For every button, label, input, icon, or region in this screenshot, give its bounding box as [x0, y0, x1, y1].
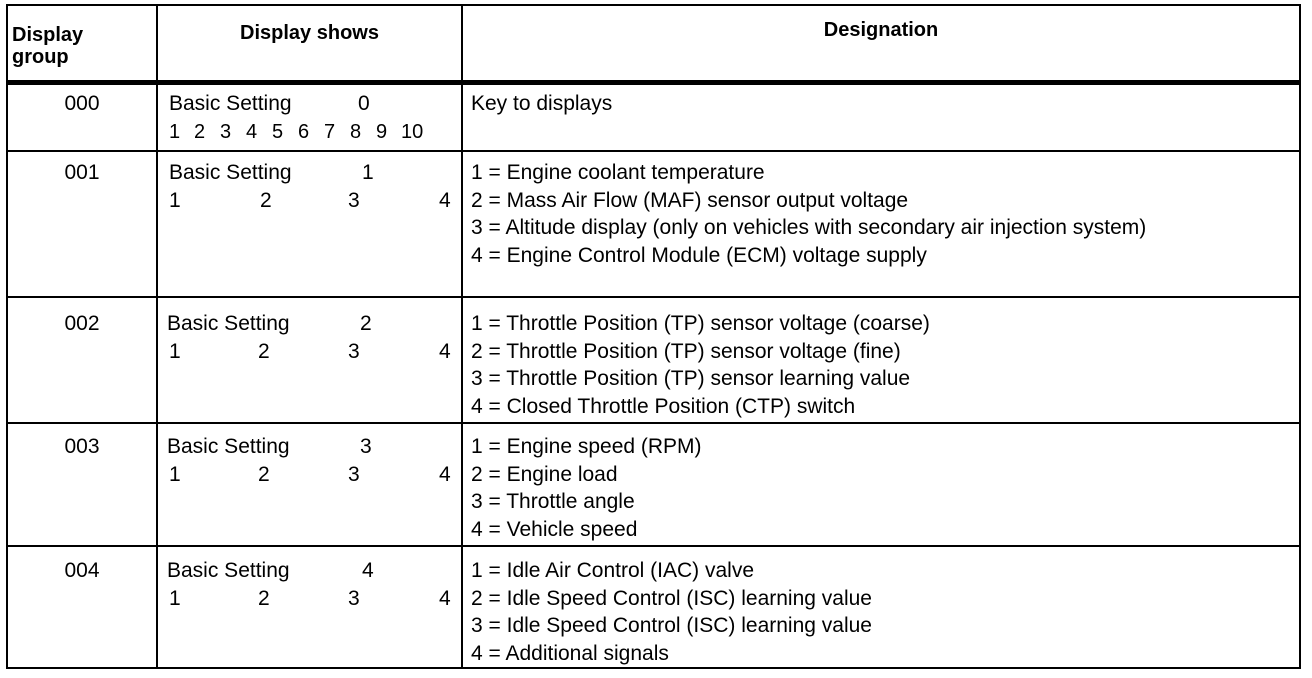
- designation-line: Key to displays: [471, 92, 613, 115]
- field-number: 6: [298, 121, 310, 143]
- designation-line: 2 = Mass Air Flow (MAF) sensor output voltage: [471, 188, 909, 212]
- designation-line: 3 = Idle Speed Control (ISC) learning value: [471, 614, 872, 638]
- designation-line: 1 = Engine speed (RPM): [471, 435, 702, 458]
- header-designation: Designation: [823, 19, 939, 41]
- field-number: 3: [348, 463, 360, 486]
- row-divider: [6, 296, 1301, 298]
- designation-line: 3 = Altitude display (only on vehicles with secondary air injection system): [471, 216, 1147, 240]
- designation-line: 1 = Engine coolant temperature: [471, 161, 765, 184]
- designation-line: 2 = Engine load: [471, 462, 618, 486]
- designation-line: 3 = Throttle angle: [471, 490, 635, 514]
- designation-line: 4 = Engine Control Module (ECM) voltage supply: [471, 243, 927, 267]
- column-divider: [156, 4, 158, 669]
- display-group-table: [6, 4, 1301, 669]
- group-number: 003: [64, 435, 100, 458]
- designation-list: [471, 159, 1286, 269]
- table-right-border: [1299, 4, 1301, 669]
- row-divider: [6, 422, 1301, 424]
- designation-line: 3 = Throttle Position (TP) sensor learning value: [471, 367, 911, 391]
- field-number: 5: [272, 121, 284, 143]
- field-number: 3: [348, 587, 360, 610]
- field-number: 4: [246, 121, 258, 143]
- group-number: 004: [64, 559, 100, 582]
- basic-setting-label: Basic Setting: [169, 92, 292, 115]
- header-display-shows: Display shows: [240, 22, 379, 44]
- field-number: 4: [439, 189, 451, 212]
- column-divider: [461, 4, 463, 669]
- field-number: 7: [324, 121, 336, 143]
- field-number: 4: [439, 587, 451, 610]
- field-number: 8: [350, 121, 362, 143]
- designation-line: 2 = Throttle Position (TP) sensor voltage (fine): [471, 339, 901, 363]
- designation-line: 4 = Closed Throttle Position (CTP) switch: [471, 394, 856, 418]
- table-top-border: [6, 4, 1301, 6]
- group-number: 000: [64, 92, 100, 115]
- basic-setting-label: Basic Setting: [167, 312, 290, 335]
- field-number: 2: [258, 587, 270, 610]
- header-display-group: Display group: [12, 24, 84, 68]
- group-number: 001: [64, 161, 100, 184]
- basic-setting-label: Basic Setting: [167, 559, 290, 582]
- field-number: 1: [169, 340, 181, 363]
- setting-number: 1: [362, 161, 374, 184]
- field-number: 2: [194, 121, 206, 143]
- group-number: 002: [64, 312, 100, 335]
- designation-line: 2 = Idle Speed Control (ISC) learning value: [471, 586, 872, 610]
- basic-setting-label: Basic Setting: [167, 435, 290, 458]
- designation-line: 4 = Vehicle speed: [471, 517, 638, 541]
- designation-list: [471, 433, 1286, 543]
- field-number: 2: [260, 189, 272, 212]
- row-divider: [6, 150, 1301, 152]
- field-number: 3: [348, 340, 360, 363]
- designation-list: [471, 557, 1286, 667]
- field-number: 9: [376, 121, 388, 143]
- designation-line: 4 = Additional signals: [471, 641, 669, 665]
- setting-number: 3: [360, 435, 372, 458]
- setting-number: 0: [358, 92, 370, 115]
- basic-setting-label: Basic Setting: [169, 161, 292, 184]
- designation-line: 1 = Idle Air Control (IAC) valve: [471, 559, 755, 582]
- setting-number: 4: [362, 559, 374, 582]
- designation-line: 1 = Throttle Position (TP) sensor voltage (coarse): [471, 312, 930, 335]
- field-number: 3: [220, 121, 232, 143]
- field-number: 1: [169, 463, 181, 486]
- field-number: 4: [439, 463, 451, 486]
- field-number: 2: [258, 340, 270, 363]
- field-number: 10: [401, 121, 424, 143]
- field-number: 3: [348, 189, 360, 212]
- header-divider: [6, 80, 1301, 85]
- field-number: 1: [169, 121, 181, 143]
- row-divider: [6, 545, 1301, 547]
- field-number: 4: [439, 340, 451, 363]
- designation-list: [471, 310, 1286, 420]
- field-number: 2: [258, 463, 270, 486]
- field-number: 1: [169, 189, 181, 212]
- designation-list: [471, 90, 1286, 118]
- field-number: 1: [169, 587, 181, 610]
- setting-number: 2: [360, 312, 372, 335]
